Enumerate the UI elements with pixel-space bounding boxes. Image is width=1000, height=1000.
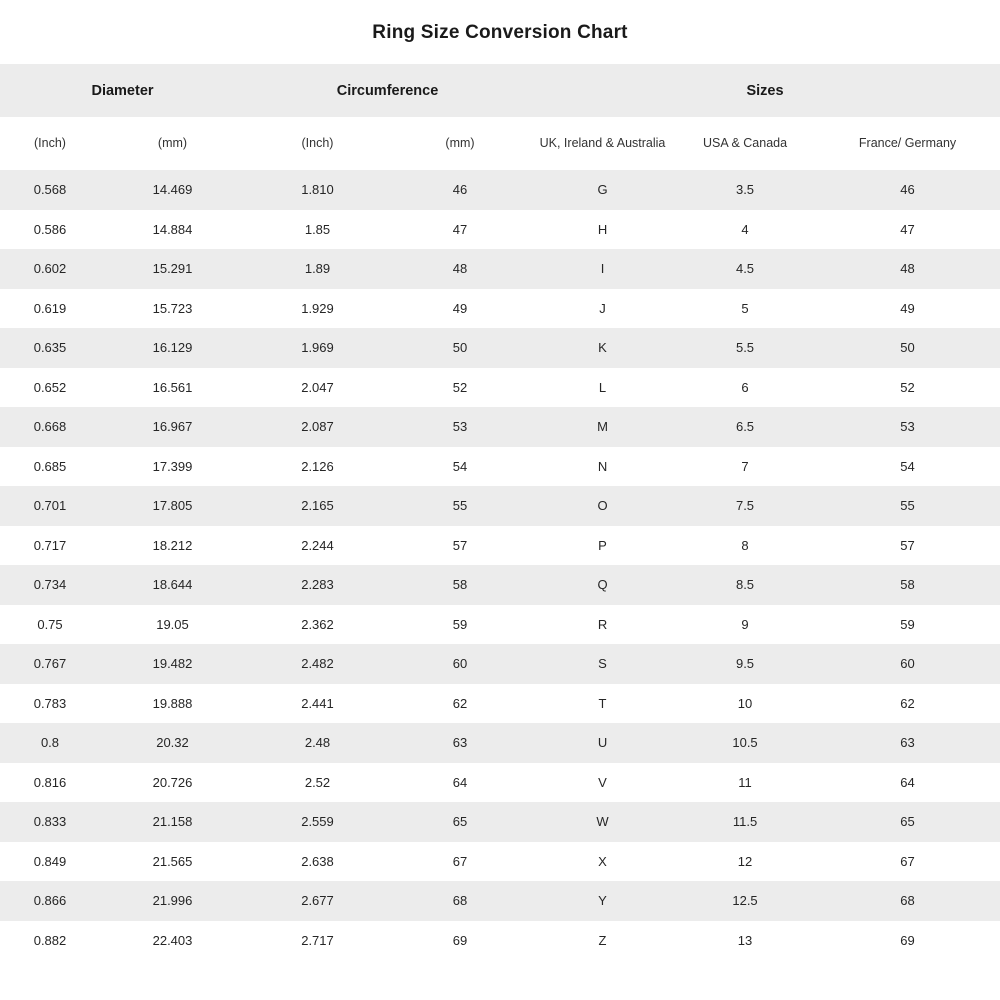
cell-circumference-inch: 2.638 [245, 842, 390, 882]
cell-uk-size: T [530, 684, 675, 724]
cell-usa-size: 7 [675, 447, 815, 487]
cell-usa-size: 4.5 [675, 249, 815, 289]
cell-circumference-inch: 2.48 [245, 723, 390, 763]
cell-uk-size: K [530, 328, 675, 368]
cell-france-germany-size: 65 [815, 802, 1000, 842]
cell-diameter-mm: 20.32 [100, 723, 245, 763]
cell-france-germany-size: 57 [815, 526, 1000, 566]
cell-usa-size: 6 [675, 368, 815, 408]
cell-circumference-mm: 62 [390, 684, 530, 724]
cell-circumference-inch: 1.89 [245, 249, 390, 289]
cell-circumference-inch: 2.677 [245, 881, 390, 921]
cell-diameter-inch: 0.717 [0, 526, 100, 566]
cell-diameter-inch: 0.635 [0, 328, 100, 368]
cell-france-germany-size: 49 [815, 289, 1000, 329]
cell-usa-size: 8.5 [675, 565, 815, 605]
cell-uk-size: P [530, 526, 675, 566]
table-row [0, 565, 1000, 605]
cell-france-germany-size: 58 [815, 565, 1000, 605]
cell-uk-size: I [530, 249, 675, 289]
cell-uk-size: Z [530, 921, 675, 961]
group-header-diameter: Diameter [0, 64, 245, 117]
cell-france-germany-size: 52 [815, 368, 1000, 408]
cell-uk-size: X [530, 842, 675, 882]
cell-diameter-mm: 16.129 [100, 328, 245, 368]
table-row [0, 644, 1000, 684]
cell-circumference-mm: 46 [390, 170, 530, 210]
cell-france-germany-size: 47 [815, 210, 1000, 250]
cell-diameter-mm: 22.403 [100, 921, 245, 961]
cell-france-germany-size: 59 [815, 605, 1000, 645]
cell-usa-size: 10.5 [675, 723, 815, 763]
cell-diameter-mm: 20.726 [100, 763, 245, 803]
cell-circumference-mm: 49 [390, 289, 530, 329]
cell-circumference-mm: 67 [390, 842, 530, 882]
cell-diameter-inch: 0.866 [0, 881, 100, 921]
cell-diameter-mm: 21.565 [100, 842, 245, 882]
column-header-usa-canada: USA & Canada [675, 117, 815, 170]
cell-diameter-mm: 18.212 [100, 526, 245, 566]
column-header-uk-ireland-australia: UK, Ireland & Australia [530, 117, 675, 170]
table-row [0, 447, 1000, 487]
cell-diameter-inch: 0.652 [0, 368, 100, 408]
cell-diameter-mm: 18.644 [100, 565, 245, 605]
cell-diameter-mm: 16.561 [100, 368, 245, 408]
cell-france-germany-size: 50 [815, 328, 1000, 368]
cell-circumference-mm: 55 [390, 486, 530, 526]
cell-france-germany-size: 48 [815, 249, 1000, 289]
cell-uk-size: J [530, 289, 675, 329]
cell-usa-size: 12.5 [675, 881, 815, 921]
cell-circumference-mm: 60 [390, 644, 530, 684]
table-row [0, 684, 1000, 724]
column-header-circumference-mm: (mm) [390, 117, 530, 170]
table-header [0, 64, 1000, 170]
cell-france-germany-size: 62 [815, 684, 1000, 724]
table-row [0, 210, 1000, 250]
group-header-circumference: Circumference [245, 64, 530, 117]
cell-diameter-inch: 0.685 [0, 447, 100, 487]
cell-circumference-mm: 54 [390, 447, 530, 487]
cell-france-germany-size: 64 [815, 763, 1000, 803]
cell-circumference-mm: 68 [390, 881, 530, 921]
cell-diameter-inch: 0.668 [0, 407, 100, 447]
table-body [0, 170, 1000, 960]
cell-uk-size: M [530, 407, 675, 447]
cell-circumference-mm: 50 [390, 328, 530, 368]
cell-usa-size: 11 [675, 763, 815, 803]
cell-usa-size: 9 [675, 605, 815, 645]
cell-usa-size: 13 [675, 921, 815, 961]
column-header-france-germany: France/ Germany [815, 117, 1000, 170]
cell-circumference-inch: 1.85 [245, 210, 390, 250]
cell-diameter-mm: 15.723 [100, 289, 245, 329]
cell-circumference-inch: 2.52 [245, 763, 390, 803]
cell-diameter-inch: 0.816 [0, 763, 100, 803]
column-header-circumference-inch: (Inch) [245, 117, 390, 170]
cell-usa-size: 5 [675, 289, 815, 329]
cell-diameter-inch: 0.734 [0, 565, 100, 605]
table-row [0, 486, 1000, 526]
cell-diameter-mm: 19.482 [100, 644, 245, 684]
page-title: Ring Size Conversion Chart [372, 22, 628, 43]
cell-circumference-mm: 58 [390, 565, 530, 605]
cell-uk-size: O [530, 486, 675, 526]
cell-usa-size: 12 [675, 842, 815, 882]
cell-usa-size: 5.5 [675, 328, 815, 368]
table-row [0, 842, 1000, 882]
cell-france-germany-size: 53 [815, 407, 1000, 447]
cell-france-germany-size: 67 [815, 842, 1000, 882]
cell-france-germany-size: 54 [815, 447, 1000, 487]
ring-size-table [0, 64, 1000, 960]
table-row [0, 526, 1000, 566]
cell-circumference-mm: 64 [390, 763, 530, 803]
cell-uk-size: H [530, 210, 675, 250]
cell-uk-size: R [530, 605, 675, 645]
group-header-sizes: Sizes [530, 64, 1000, 117]
cell-uk-size: L [530, 368, 675, 408]
cell-circumference-inch: 2.126 [245, 447, 390, 487]
table-row [0, 249, 1000, 289]
cell-diameter-mm: 14.469 [100, 170, 245, 210]
cell-circumference-inch: 2.441 [245, 684, 390, 724]
cell-usa-size: 3.5 [675, 170, 815, 210]
cell-circumference-inch: 1.929 [245, 289, 390, 329]
cell-usa-size: 8 [675, 526, 815, 566]
cell-circumference-inch: 2.559 [245, 802, 390, 842]
cell-diameter-inch: 0.701 [0, 486, 100, 526]
cell-usa-size: 11.5 [675, 802, 815, 842]
cell-uk-size: S [530, 644, 675, 684]
table-row [0, 763, 1000, 803]
cell-france-germany-size: 46 [815, 170, 1000, 210]
cell-france-germany-size: 63 [815, 723, 1000, 763]
cell-diameter-mm: 21.996 [100, 881, 245, 921]
cell-diameter-inch: 0.619 [0, 289, 100, 329]
table-row [0, 368, 1000, 408]
table-group-header-row [0, 64, 1000, 117]
cell-circumference-inch: 1.810 [245, 170, 390, 210]
cell-circumference-mm: 65 [390, 802, 530, 842]
cell-diameter-mm: 16.967 [100, 407, 245, 447]
cell-uk-size: W [530, 802, 675, 842]
cell-circumference-mm: 63 [390, 723, 530, 763]
cell-diameter-mm: 15.291 [100, 249, 245, 289]
cell-circumference-inch: 2.362 [245, 605, 390, 645]
table-row [0, 407, 1000, 447]
table-row [0, 723, 1000, 763]
cell-circumference-mm: 47 [390, 210, 530, 250]
cell-diameter-mm: 14.884 [100, 210, 245, 250]
cell-uk-size: V [530, 763, 675, 803]
cell-diameter-inch: 0.8 [0, 723, 100, 763]
cell-uk-size: U [530, 723, 675, 763]
cell-usa-size: 4 [675, 210, 815, 250]
cell-diameter-mm: 21.158 [100, 802, 245, 842]
cell-circumference-inch: 2.087 [245, 407, 390, 447]
cell-diameter-inch: 0.882 [0, 921, 100, 961]
cell-usa-size: 7.5 [675, 486, 815, 526]
column-header-diameter-mm: (mm) [100, 117, 245, 170]
cell-diameter-inch: 0.75 [0, 605, 100, 645]
cell-circumference-inch: 2.047 [245, 368, 390, 408]
cell-usa-size: 9.5 [675, 644, 815, 684]
cell-diameter-mm: 19.888 [100, 684, 245, 724]
cell-uk-size: G [530, 170, 675, 210]
cell-circumference-inch: 2.244 [245, 526, 390, 566]
cell-circumference-mm: 59 [390, 605, 530, 645]
table-row [0, 605, 1000, 645]
cell-france-germany-size: 60 [815, 644, 1000, 684]
cell-usa-size: 6.5 [675, 407, 815, 447]
cell-diameter-inch: 0.833 [0, 802, 100, 842]
cell-circumference-inch: 2.165 [245, 486, 390, 526]
column-header-diameter-inch: (Inch) [0, 117, 100, 170]
cell-france-germany-size: 55 [815, 486, 1000, 526]
cell-diameter-mm: 17.399 [100, 447, 245, 487]
cell-uk-size: N [530, 447, 675, 487]
cell-circumference-inch: 2.717 [245, 921, 390, 961]
cell-circumference-mm: 69 [390, 921, 530, 961]
cell-circumference-inch: 1.969 [245, 328, 390, 368]
cell-circumference-mm: 53 [390, 407, 530, 447]
table-row [0, 921, 1000, 961]
cell-diameter-inch: 0.602 [0, 249, 100, 289]
cell-circumference-inch: 2.482 [245, 644, 390, 684]
cell-diameter-inch: 0.767 [0, 644, 100, 684]
cell-uk-size: Y [530, 881, 675, 921]
cell-diameter-mm: 17.805 [100, 486, 245, 526]
cell-circumference-inch: 2.283 [245, 565, 390, 605]
cell-france-germany-size: 69 [815, 921, 1000, 961]
table-row [0, 289, 1000, 329]
cell-circumference-mm: 57 [390, 526, 530, 566]
table-row [0, 881, 1000, 921]
cell-usa-size: 10 [675, 684, 815, 724]
cell-circumference-mm: 52 [390, 368, 530, 408]
table-row [0, 170, 1000, 210]
cell-circumference-mm: 48 [390, 249, 530, 289]
cell-france-germany-size: 68 [815, 881, 1000, 921]
cell-diameter-inch: 0.849 [0, 842, 100, 882]
cell-uk-size: Q [530, 565, 675, 605]
cell-diameter-inch: 0.568 [0, 170, 100, 210]
cell-diameter-inch: 0.586 [0, 210, 100, 250]
table-sub-header-row [0, 117, 1000, 170]
cell-diameter-inch: 0.783 [0, 684, 100, 724]
table-row [0, 802, 1000, 842]
table-row [0, 328, 1000, 368]
cell-diameter-mm: 19.05 [100, 605, 245, 645]
